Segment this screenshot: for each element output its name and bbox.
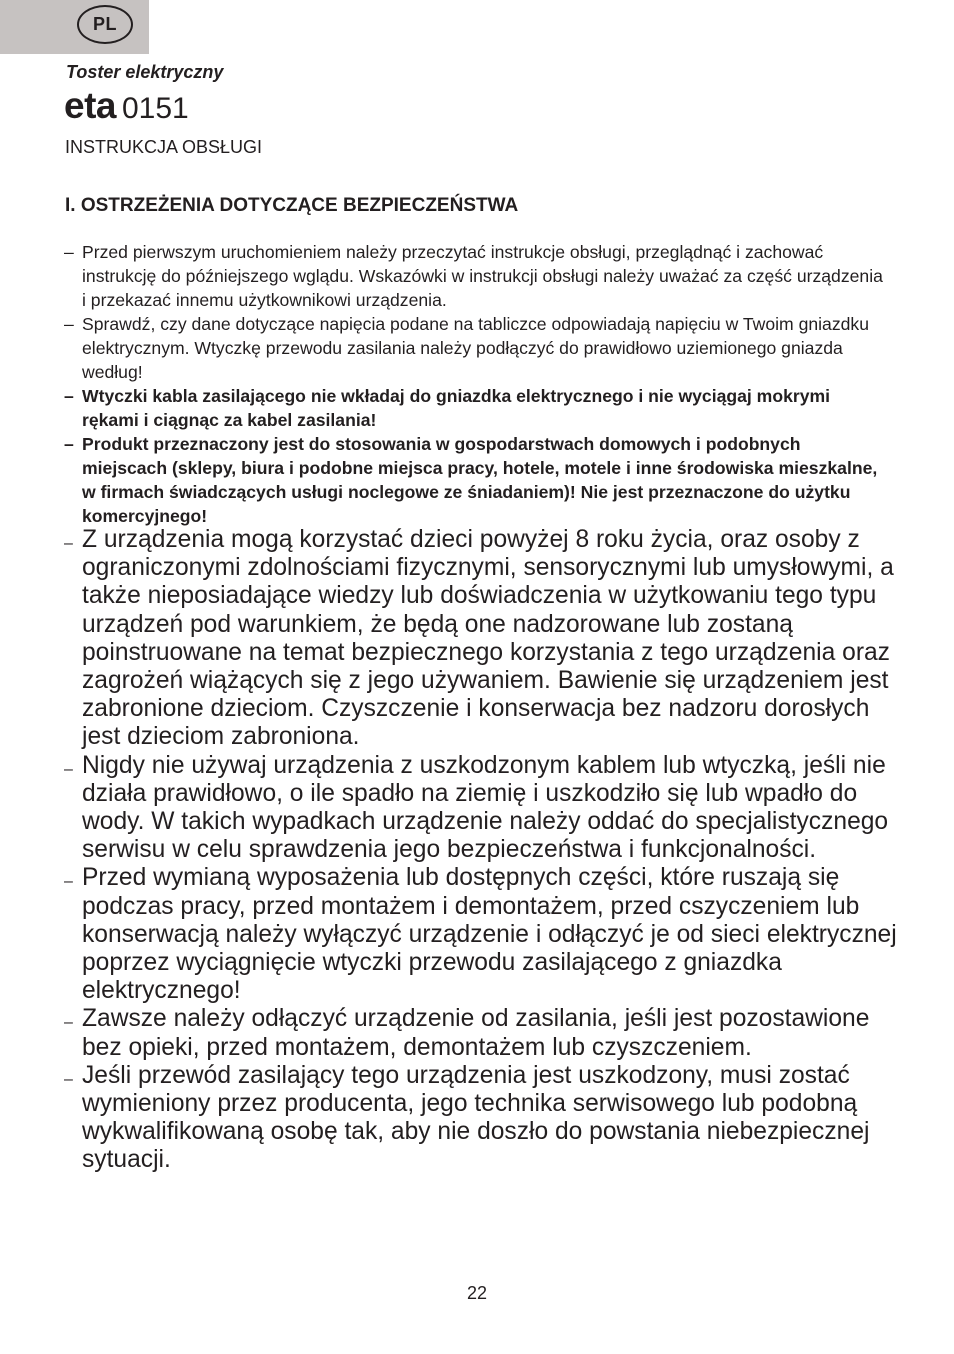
list-item-text: Przed pierwszym uruchomieniem należy przeczytać instrukcje obsługi, przeglądnąć i zachować instrukcję do późniejszego wglądu. Wskazówki w instrukcji obsługi należy uważać za część urządzenia i przekazać innemu użytkownikowi urządzenia. bbox=[82, 242, 883, 310]
safety-list-large bbox=[64, 526, 904, 1175]
bullet-dash: – bbox=[64, 242, 74, 262]
list-item-text: Przed wymianą wyposażenia lub dostępnych części, które ruszają się podczas pracy, przed montażem i demontażem, przed cszyczeniem lub konserwacją należy wyłączyć urządzenie i odłączyć je od sieci elektrycznej poprzez wyciągnięcie wtyczki przewodu zasilającego z gniazdka elektrycznego! bbox=[82, 864, 897, 1005]
list-item bbox=[64, 864, 904, 1005]
list-item bbox=[64, 312, 884, 384]
bullet-dash: – bbox=[64, 386, 74, 406]
list-item-text: Produkt przeznaczony jest do stosowania w gospodarstwach domowych i podobnych miejscach (sklepy, biura i podobne miejsca pracy, hotele, motele i inne środowiska mieszkalne, w firmach świadczących usługi noclegowe ze śniadaniem)! Nie jest przeznaczone do użytku komercyjnego! bbox=[82, 434, 878, 526]
manual-label: INSTRUKCJA OBSŁUGI bbox=[65, 137, 263, 157]
list-item-text: Wtyczki kabla zasilającego nie wkładaj do gniazdka elektrycznego i nie wyciągaj mokrymi rękami i ciągnąc za kabel zasilania! bbox=[82, 386, 831, 430]
product-title bbox=[64, 86, 189, 134]
list-item bbox=[64, 432, 884, 528]
page-number: 22 bbox=[466, 1283, 488, 1303]
bullet-dash: – bbox=[64, 314, 74, 334]
bullet-dash: – bbox=[64, 760, 73, 778]
bullet-dash: – bbox=[64, 1070, 73, 1088]
section-heading: I. OSTRZEŻENIA DOTYCZĄCE BEZPIECZEŃSTWA bbox=[65, 195, 519, 216]
list-item bbox=[64, 1062, 904, 1175]
bullet-dash: – bbox=[64, 1014, 73, 1032]
list-item-text: Sprawdź, czy dane dotyczące napięcia podane na tabliczce odpowiadają napięciu w Twoim gniazdku elektrycznym. Wtyczkę przewodu zasilania należy podłączyć do prawidłowo uziemionego gniazda według! bbox=[82, 314, 869, 382]
brand-logo: eta bbox=[64, 85, 116, 126]
product-type: Toster elektryczny bbox=[66, 62, 224, 82]
bullet-dash: – bbox=[64, 535, 73, 552]
list-item-text: Nigdy nie używaj urządzenia z uszkodzonym kablem lub wtyczką, jeśli nie działa prawidłowo, o ile spadło na ziemię i uszkodziło się lub wpadło do wody. W takich wypadkach urządzenie należy oddać do specjalistycznego serwisu w celu sprawdzenia jego bezpieczeństwa i funkcjonalności. bbox=[82, 751, 889, 864]
safety-list-small bbox=[64, 240, 884, 528]
language-badge: PL bbox=[77, 5, 133, 44]
list-item-text: Jeśli przewód zasilający tego urządzenia jest uszkodzony, musi zostać wymieniony przez producenta, jego technika serwisowego lub podobną wykwalifikowaną osobę tak, aby nie doszło do powstania niebezpiecznej sytuacji. bbox=[82, 1061, 870, 1174]
list-item bbox=[64, 384, 884, 432]
list-item bbox=[64, 752, 904, 865]
model-number: 0151 bbox=[121, 92, 189, 125]
list-item-text: Z urządzenia mogą korzystać dzieci powyżej 8 roku życia, oraz osoby z ograniczonymi zdolnościami fizycznymi, sensorycznymi lub umysłowymi, a także nieposiadające wiedzy lub doświadczenia w użytkowaniu tego typu urządzeń pod warunkiem, że będą one nadzorowane lub zostaną poinstruowane na temat bezpiecznego korzystania z tego urządzenia oraz zagrożeń wiążących się z jego używaniem. Bawienie się urządzeniem jest zabronione dzieciom. Czyszczenie i konserwacja bez nadzoru dorosłych jest dzieciom zabroniona. bbox=[82, 526, 894, 751]
language-tab bbox=[0, 0, 149, 54]
list-item bbox=[64, 1005, 904, 1061]
list-item bbox=[64, 526, 904, 752]
bullet-dash: – bbox=[64, 873, 73, 891]
bullet-dash: – bbox=[64, 434, 74, 454]
list-item bbox=[64, 240, 884, 312]
list-item-text: Zawsze należy odłączyć urządzenie od zasilania, jeśli jest pozostawione bez opieki, przed montażem, demontażem lub czyszczeniem. bbox=[82, 1005, 870, 1061]
